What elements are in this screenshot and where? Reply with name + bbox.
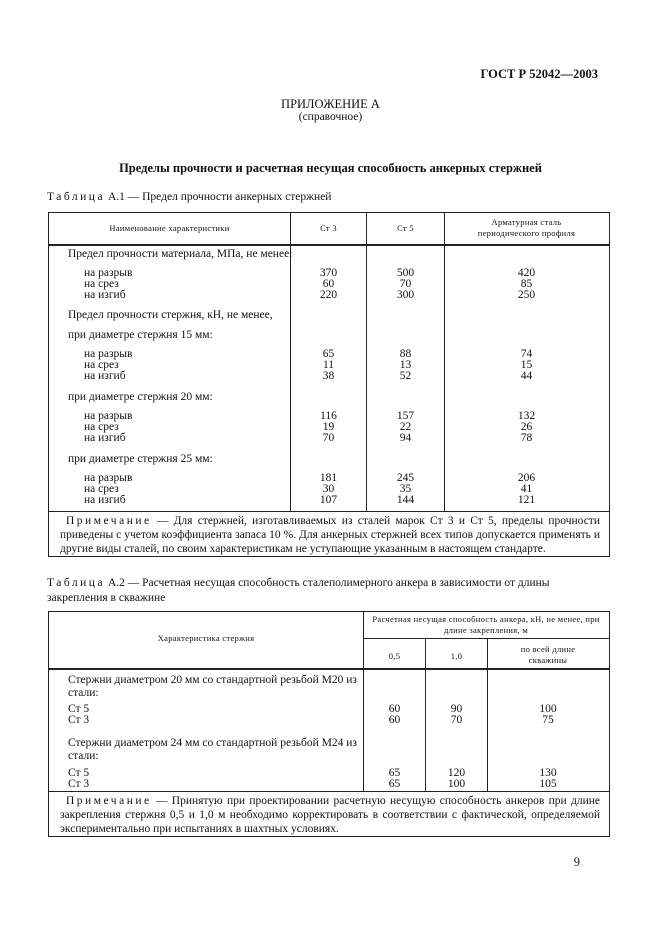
cell: 70 [450, 714, 463, 726]
appendix-subtitle: (справочное) [298, 111, 363, 123]
cell: 52 [399, 370, 412, 382]
cell: 30 [322, 483, 335, 495]
table1-caption: Таблица А.1 — Предел прочности анкерных стержней [47, 191, 332, 203]
appendix-title: ПРИЛОЖЕНИЕ А [281, 97, 380, 111]
table1-note-divider [49, 511, 609, 512]
row-label: на разрыв [84, 348, 133, 360]
cell: 245 [396, 472, 415, 484]
cell: 44 [520, 370, 533, 382]
cell: 181 [319, 472, 338, 484]
table1-header-st5: Ст 5 [397, 223, 414, 233]
cell: 15 [520, 359, 533, 371]
row-label: на разрыв [84, 472, 133, 484]
cell: 26 [520, 421, 533, 433]
section-title: Пределы прочности и расчетная несущая способность анкерных стержней [119, 161, 542, 175]
row-label: на разрыв [84, 267, 133, 279]
group-title: Стержни диаметром 20 мм со стандартной резьбой М20 из стали: [68, 674, 357, 699]
cell: 94 [399, 432, 412, 444]
table2-header-col: по всей длине скважины [520, 644, 576, 665]
cell: 60 [388, 714, 401, 726]
row-label: Ст 3 [68, 778, 90, 790]
cell: 500 [396, 267, 415, 279]
cell: 206 [517, 472, 536, 484]
table2-header-col: 1,0 [450, 651, 463, 661]
cell: 100 [539, 703, 557, 715]
row-label: на срез [84, 359, 119, 371]
cell: 132 [517, 410, 536, 422]
table1-header-st3: Ст 3 [320, 223, 337, 233]
cell: 35 [399, 483, 412, 495]
cell: 60 [388, 703, 401, 715]
row-label: на срез [84, 278, 119, 290]
row-label: на срез [84, 483, 119, 495]
cell: 85 [520, 278, 533, 290]
cell: 105 [539, 778, 557, 790]
table2-header-col: 0,5 [388, 651, 401, 661]
cell: 41 [520, 483, 533, 495]
table2-header-group: Расчетная несущая способность анкера, кН, не менее, при длине закрепления, м [372, 614, 600, 635]
group-title: Предел прочности стержня, кН, не менее, [68, 309, 273, 321]
row-label: на изгиб [84, 432, 126, 444]
cell: 250 [517, 289, 536, 301]
cell: 19 [322, 421, 335, 433]
cell: 70 [399, 278, 412, 290]
cell: 74 [520, 348, 533, 360]
row-label: на изгиб [84, 370, 126, 382]
row-label: Ст 5 [68, 767, 90, 779]
cell: 120 [447, 767, 466, 779]
cell: 65 [388, 767, 401, 779]
table2-caption: Таблица А.2 — Расчетная несущая способность сталеполимерного анкера в зависимости от длины закрепления в скважине [47, 577, 550, 604]
cell: 70 [322, 432, 335, 444]
cell: 420 [517, 267, 536, 279]
table2-header-main: Характеристика стержня [157, 633, 255, 643]
group-title: Предел прочности материала, МПа, не менее: [68, 248, 293, 260]
table2-header-divider [49, 668, 609, 670]
group-title: Стержни диаметром 24 мм со стандартной резьбой М24 из стали: [68, 737, 357, 762]
cell: 100 [447, 778, 466, 790]
cell: 60 [322, 278, 335, 290]
cell: 65 [322, 348, 335, 360]
table1-header-name: Наименование характеристики [109, 223, 230, 233]
table1-header-rebar: Арматурная сталь периодического профиля [477, 217, 576, 238]
row-label: Ст 3 [68, 714, 90, 726]
cell: 116 [320, 410, 337, 422]
cell: 300 [396, 289, 415, 301]
row-label: Ст 5 [68, 703, 90, 715]
row-label: на изгиб [84, 494, 126, 506]
cell: 22 [399, 421, 412, 433]
subgroup-title: при диаметре стержня 15 мм: [68, 329, 213, 341]
cell: 38 [322, 370, 335, 382]
row-label: на срез [84, 421, 119, 433]
subgroup-title: при диаметре стержня 20 мм: [68, 391, 213, 403]
row-label: на изгиб [84, 289, 126, 301]
cell: 88 [399, 348, 412, 360]
cell: 370 [319, 267, 338, 279]
table2-note: Примечание — Принятую при проектировании расчетную несущую способность анкеров при длине закрепления стержня 0,5 и 1,0 м необходимо корректировать в соответствии с фактической, определяемой экспериментально при испытаниях в шахтных условиях. [60, 795, 600, 835]
document-code: ГОСТ Р 52042—2003 [480, 67, 598, 81]
page-number: 9 [573, 855, 580, 869]
table1-header-divider [49, 244, 609, 246]
table1-note: Примечание — Для стержней, изготавливаемых из сталей марок Ст 3 и Ст 5, пределы прочности приведены с учетом коэффициента запаса 10 %. Для анкерных стержней всех типов допускается применять и другие виды сталей, по своим характеристикам не уступающие указанным в настоящем стандарте. [60, 515, 600, 555]
cell: 13 [399, 359, 412, 371]
cell: 157 [396, 410, 415, 422]
cell: 107 [319, 494, 338, 506]
cell: 90 [450, 703, 463, 715]
cell: 130 [539, 767, 557, 779]
subgroup-title: при диаметре стержня 25 мм: [68, 453, 213, 465]
cell: 78 [520, 432, 533, 444]
cell: 121 [517, 494, 536, 506]
cell: 220 [319, 289, 338, 301]
cell: 75 [542, 714, 554, 726]
row-label: на разрыв [84, 410, 133, 422]
cell: 144 [396, 494, 415, 506]
cell: 65 [388, 778, 401, 790]
table2-note-divider [49, 791, 609, 792]
cell: 11 [322, 359, 335, 371]
